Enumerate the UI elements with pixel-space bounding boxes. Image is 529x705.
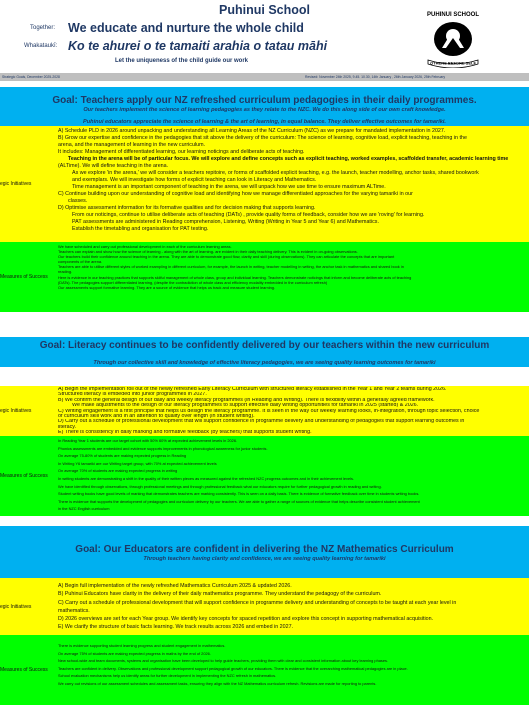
measure-line: Teachers are confident in delivery. Observations and professional development support pedagogical growth of our educators. There is evidence that the overarching mathematical pedagogies are in place. — [58, 665, 408, 671]
svg-text:OTHERS BEFORE SELF: OTHERS BEFORE SELF — [430, 60, 476, 66]
measure-line: Phonics assessments are embedded and evidence supports improvements in phonological awareness for junior students. — [58, 445, 268, 451]
measures-label: Measures of Success — [0, 274, 48, 280]
document-header — [0, 0, 529, 73]
initiative-line: and exemplars. We will investigate how forms of explicit teaching can look in Literacy and Mathematics. — [72, 177, 317, 183]
goal-2-initiatives — [0, 386, 529, 436]
goal-1-measures — [0, 242, 529, 312]
measure-line: On average 70% of students are making expected progress in writing — [58, 468, 178, 474]
initiative-line: of curriculum skill work and in an attention to quality over length (in student writing). — [58, 414, 255, 420]
initiative-line: (ALTime). We will define teaching in the arena. — [58, 163, 169, 169]
goal-3-initiatives — [0, 578, 529, 635]
whakatauki-text: Ko te ahurei o te tamaiti arahia o tatau māhi — [68, 39, 328, 53]
measure-line: Teachers can explain and show how the science of learning - along with the art of learning- are evident in their daily teaching delivery. This is evident in on-going observations. — [58, 249, 358, 255]
measure-line: Our assessments support formative learning. They are a source of evidence that helps us track and measure student learning. — [58, 284, 276, 290]
measure-line: (DATs). The pedagogies support differentiated learning, (despite the contradiction of whole class and efficiency modality embedded in the curriculum refresh) — [58, 279, 328, 285]
goal-3-tagline: Through teachers having clarity and confidence, we are seeing quality learning for tamariki — [143, 556, 386, 562]
goal-1-tagline-1: Our teachers implement the science of learning pedagogies as they relate to the NZC. We do this along side of our own craft knowledge. — [83, 107, 446, 113]
initiative-line: C) Writing engagement is a first principle that helps us design the literacy programme. It is seen in the way our weekly learning looks, in-integration, through topic selection, choice — [58, 408, 480, 414]
measure-line: We have scheduled and carry out professional development in each of the curriculum learning areas. — [58, 244, 232, 249]
goal-3-title: Goal: Our Educators are confident in delivering the NZ Mathematics Curriculum — [75, 544, 454, 555]
initiative-line: literacy. — [58, 424, 77, 430]
initiative-line: Establish the timetabling and organisation for PAT testing. — [72, 226, 209, 232]
initiative-line: From our noticings, continue to utilise deliberate acts of teaching (DATs) , provide quality forms of feedback, consider how we are 'roving' for learning. — [72, 212, 425, 218]
initiative-line: D) Carry out a schedule of professional development that will support confidence in programme delivery and understanding of pedagogies that support learning outcomes in — [58, 419, 465, 425]
initiative-line: Structured literacy is embeded into junior programmes in 2027. — [58, 392, 207, 398]
measure-line: Teachers are able to utilise different styles of worked exampling in different curriculum, for example, the launch in writing, teacher modelling in writing, the anchor task in mathematics and shared book in — [58, 264, 404, 270]
goal-1-tagline-2: Puhinui educators appreciate the science of learning & the art of learning, in equal balance. They deliver effective outcomes for tamariki. — [83, 119, 446, 125]
initiative-line: PAT assessments are administered in Reading comprehension, Listening, Writing (Writing in Year 5 and Year 6) and Mathematics. — [72, 219, 379, 225]
goal-2-title: Goal: Literacy continues to be confidently delivered by our teachers within the new curriculum — [39, 340, 490, 351]
measure-line: Our teachers build their confidence around teaching in the arena. They are able to demonstrate good flow, clarity and skill (during observations). They can articulate the concepts that are important — [58, 254, 395, 260]
initiative-line: D) 2026 overviews are set for each Year group. We identify key concepts for spaced repetition and explore this concept in supporting mathematical acquisition. — [58, 616, 434, 623]
measure-line: There is evidence supporting student learning progress and student engagement in mathematics. — [58, 643, 226, 648]
measure-line: In writing students are demonstrating a shift in the quality of their written pieces as measured against the refreshed NZC progress outcomes and in their achievement levels. — [58, 475, 355, 481]
header-subtitle: Let the uniqueness of the child guide our work — [115, 58, 249, 64]
initiative-line: A) Schedule PLD in 2026 around unpacking and understanding all Learning Areas of the NZ Curriculum (NZC) as we prepare for mandated implementation in 2027. — [58, 128, 446, 134]
measure-line: In Writing Y6 tamariki are our Writing target group, with 70% at expected achievement levels — [58, 460, 217, 466]
initiative-line: B) Puhinui Educators have clarity in the delivery of their daily mathematics programme. They understand the pedagogy of the curriculum. — [58, 591, 382, 598]
initiative-line: E) There is consistency in daily marking and formative feedback (by teachers) that supports student writing. — [58, 430, 312, 436]
school-logo — [420, 8, 486, 68]
goal-2-measures — [0, 436, 529, 516]
measure-line: There is evidence that supports the development of pedagogies and curriculum delivery by our teachers. We are able to gather a range of sources of evidence that helps describe consistent student achievement — [58, 498, 420, 504]
initiatives-label: egic Initiatives — [0, 181, 32, 187]
goal-1-banner-2 — [0, 118, 529, 126]
measure-line: We carry out revisions of our assessment schedules and assessment tasks, ensuring they align with the NZ Mathematics curriculum refresh. Revisions are made for reporting to parents. — [58, 680, 377, 686]
initiative-line: classes. — [68, 198, 88, 204]
measures-label: Measures of Success — [0, 667, 48, 673]
goal-1-banner — [0, 87, 529, 118]
initiatives-label: egic Initiatives — [0, 603, 32, 610]
measure-line: On average 75% of students are making expected progress in maths by the end of 2026. — [58, 650, 211, 656]
initiative-line: D) Optimise assessment information for its formative qualities and for decision making that supports learning. — [58, 205, 316, 211]
initiative-line: mathematics. — [58, 607, 90, 614]
whakatauki-label: Whakataukī: — [24, 43, 58, 49]
goal-2-banner — [0, 337, 529, 359]
goal-2-banner-2 — [0, 359, 529, 367]
initiative-line: A) Begin full implementation of the newly refreshed Mathematics Curriculum 2025 & updated 2026. — [58, 583, 292, 589]
measure-line: Here is evidence in our teaching practices that supports skilful management of whole class, group and individual learning. Teachers demonstrate noticings that inform and become deliberate acts of teaching — [58, 274, 412, 280]
initiative-line: C) Continue building upon our understanding of cognitive load and identifying how we manage differentiated approaches for the varying tamariki in our — [58, 191, 413, 197]
goal-2-tagline: Through our collective skill and knowledge of effective literacy pedagogies, we are seeing quality learning outcomes for tamariki — [93, 360, 436, 366]
svg-text:PUHINUI SCHOOL: PUHINUI SCHOOL — [426, 12, 480, 18]
measure-line: New school-wide and team documents, systems and organisation have been developed to help guide teachers, providing them with clear and consistent information about key learning phases. — [58, 658, 389, 664]
together-label: Together: — [30, 25, 56, 31]
together-text: We educate and nurture the whole child — [68, 21, 304, 35]
measure-line: components of the arena. — [58, 259, 103, 265]
measure-line: In Reading Year 1 students are our target cohort with 50% 60% at expected achievement levels in 2026. — [58, 438, 238, 443]
measure-line: On average 75-80% of students are making expected progress in Reading — [58, 453, 187, 459]
initiative-line: B) We confirm the general design of our daily and weekly literacy programmes (in Reading and Writing). There is flexibility within a generally agreed framework. — [58, 397, 435, 403]
measure-line: in the NZC English curriculum — [58, 506, 110, 512]
goal-3-banner — [0, 526, 529, 578]
initiative-line: C) Carry out a schedule of professional development that will support confidence in programme delivery and understanding of concepts to be taught at each year level in — [58, 599, 457, 606]
measure-line: Student writing books have good levels of marking that demonstrates teachers are marking consistently. This is seen on a daily basis. There is evidence of formative feedback over time in students writing books. — [58, 491, 420, 497]
initiative-line: As we explore 'in the arena,' we will consider a teachers repitoire, or forms of scaffolded explicit teaching, e.g. the launch, teacher modelling, anchor tasks, shared bookwork — [72, 170, 479, 176]
initiative-line: B) Grow our expertise and confidence in the pedagogies that sit above the delivery of the curriculum: The science of learning, cognitive load, explicit teaching, teaching in the — [58, 135, 467, 141]
goal-1-initiatives — [0, 126, 529, 242]
measure-line: reading. — [58, 269, 73, 275]
school-name: Puhinui School — [219, 3, 310, 17]
goal-3-measures — [0, 635, 529, 705]
measures-label: Measures of Success — [0, 473, 48, 479]
revision-strip — [0, 73, 529, 81]
initiatives-label: egic Initiatives — [0, 408, 32, 414]
initiative-line: E) We clarify the structure of basic facts learning. We track results across 2026 and embed in 2027. — [58, 624, 294, 631]
initiative-line: A) Begin the implementation roll out of the newly refreshed Early Literacy Curriculum with structured literacy established in the Year 1 and Year 2 teams during 2026. — [58, 387, 447, 392]
measure-line: School evaluation mechanisms help us identify areas for further development in implementing the NZC refresh in mathematics. — [58, 673, 277, 679]
initiative-line: arena, and the management of learning in the new curriculum. — [58, 142, 206, 148]
initiative-line: We make adjustments to the design of our literacy programmes to support effective daily writing opportunities for tamariki in 2025 (started) & 2026. — [72, 403, 419, 409]
initiative-line: Teaching in the arena will be of particular focus. We will explore and define concepts such as explicit teaching, worked examples, scaffolded transfer, academic learning time — [68, 156, 509, 162]
initiative-line: Time management is an important component of teaching in the arena, we will unpack how we use time to ensure maximum ALTime. — [72, 184, 386, 190]
initiative-line: It includes: Management of differentiated learning, our learning noticings and deliberate acts of teaching. — [58, 149, 305, 155]
goal-1-title: Goal: Teachers apply our NZ refreshed curriculum pedagogies in their daily programmes. — [52, 95, 477, 106]
strategic-goals-label: Strategic Goals, December 2025-2028 — [2, 75, 60, 79]
revised-dates: Revised: November 24th 2025, 9.45. 10.30, 14th January , 26th January 2026, 25th February — [305, 75, 446, 79]
measure-line: We have identified through observations, through professional meetings and through professional feedback what our educators require for further pedagogical growth in reading and writing. — [58, 483, 382, 489]
